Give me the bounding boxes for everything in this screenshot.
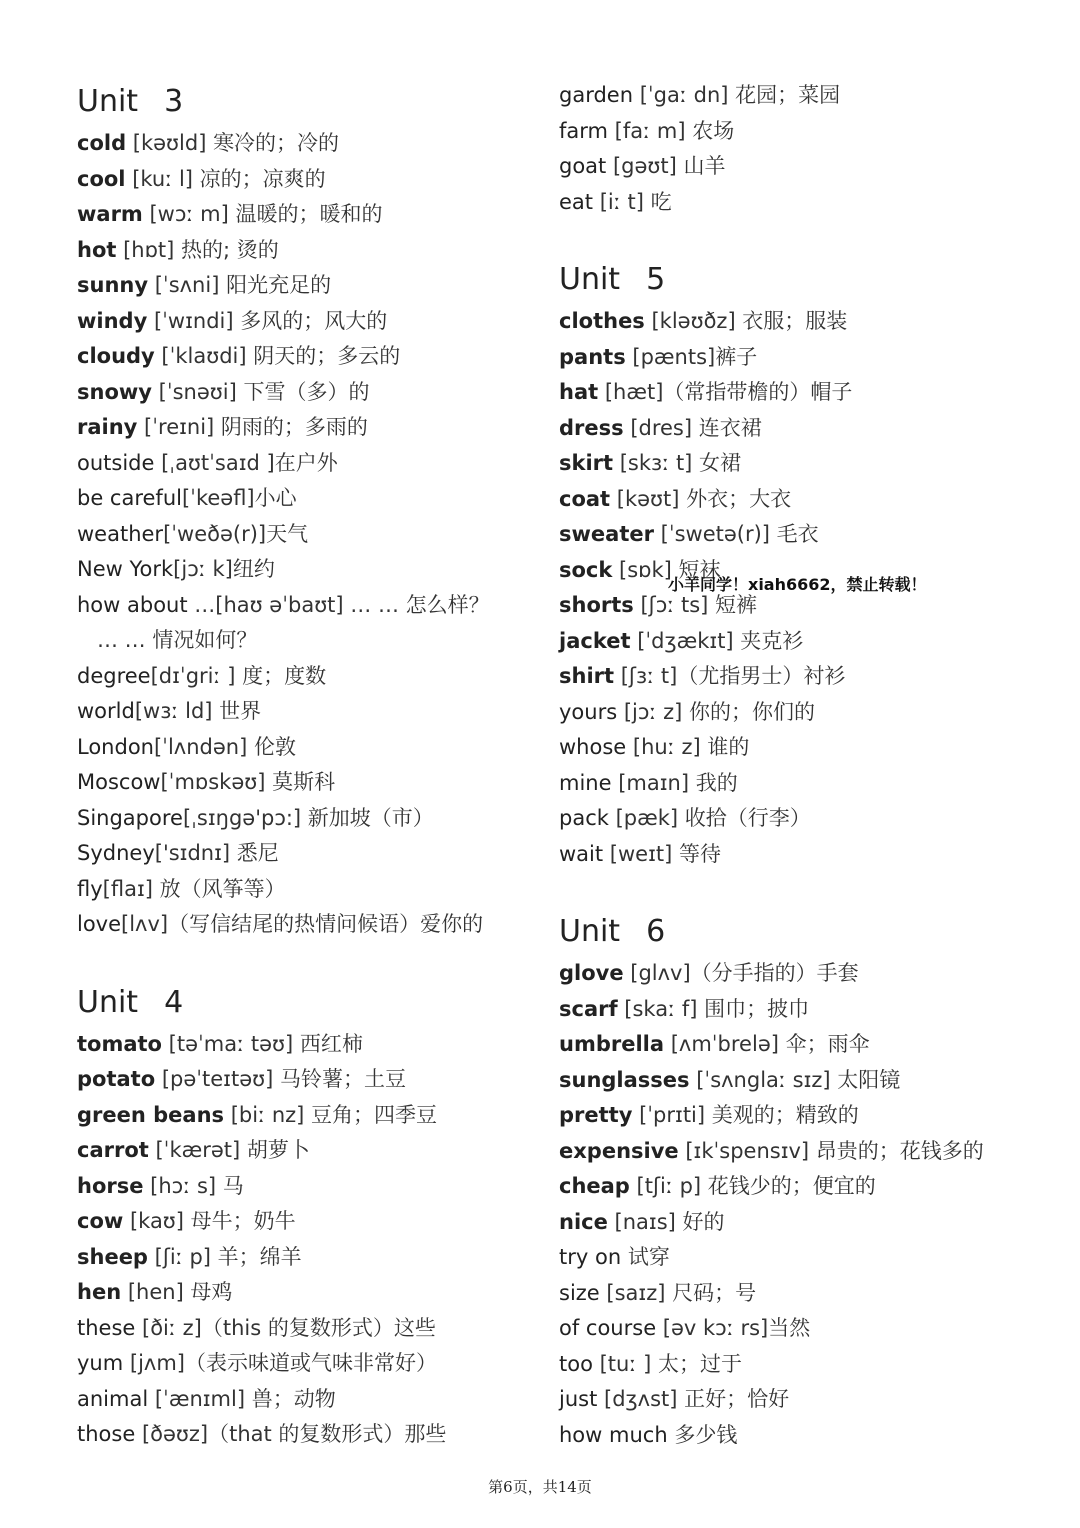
vocab-definition: [ˈswetə(r)] 毛衣: [653, 522, 819, 546]
vocab-definition: [ʃɜː t]（尤指男士）衬衫: [614, 664, 846, 688]
unit-section: [77, 78, 517, 943]
vocab-word: mine: [559, 770, 612, 795]
vocab-word: of course: [559, 1316, 657, 1340]
vocab-entry: [559, 1027, 999, 1063]
vocab-word: how about: [77, 592, 188, 617]
vocab-definition: [wɔː m] 温暖的；暖和的: [142, 202, 383, 226]
vocab-word: goat: [559, 154, 607, 178]
vocab-word: cow: [77, 1209, 124, 1233]
vocab-definition: [ˈwɪndi] 多风的；风大的: [147, 308, 388, 333]
vocab-definition: [huː z] 谁的: [626, 735, 750, 759]
vocab-word: try on: [559, 1245, 622, 1269]
watermark-text: 小羊同学！xiah6662，禁止转载！: [668, 575, 927, 594]
unit-number: 3: [164, 84, 184, 119]
unit-section: [559, 908, 999, 1453]
vocab-entry: [77, 1098, 517, 1134]
vocab-definition: [wɜː ld] 世界: [134, 699, 262, 723]
vocab-entry: [559, 114, 999, 150]
vocab-definition: [naɪs] 好的: [607, 1209, 725, 1234]
vocab-entry: [77, 1062, 517, 1098]
unit-label: Unit: [559, 914, 621, 949]
vocab-word: skirt: [559, 451, 614, 475]
vocab-definition: [ʌmˈbrelə] 伞；雨伞: [664, 1032, 870, 1056]
vocab-definition: [gəʊt] 山羊: [606, 154, 726, 178]
vocab-entry-continuation: [77, 623, 517, 659]
vocab-word: carrot: [77, 1138, 149, 1162]
vocab-word: shorts: [559, 593, 634, 617]
vocab-definition: [kuː l] 凉的；凉爽的: [125, 166, 326, 191]
vocab-entry: [77, 304, 517, 340]
vocab-definition: [ˌaʊtˈsaɪd ]在户外: [154, 450, 338, 475]
vocab-entry: [77, 836, 517, 872]
vocab-definition: [dʒʌst] 正好；恰好: [597, 1387, 790, 1411]
unit-heading: [559, 256, 999, 304]
vocab-definition: [ˈweðə(r)]天气: [163, 521, 309, 546]
vocab-entry: [77, 339, 517, 375]
vocab-definition: [ˈprɪti] 美观的；精致的: [632, 1103, 859, 1127]
vocab-entry: [77, 1133, 517, 1169]
vocab-entry: [559, 304, 999, 340]
vocab-word: pack: [559, 806, 609, 830]
vocab-definition: ['sɪdnɪ] 悉尼: [154, 841, 279, 865]
vocab-column-left: [77, 78, 517, 1453]
vocab-definition: [ʃɔː ts] 短裤: [633, 593, 758, 617]
vocab-entry: [77, 1382, 517, 1418]
vocab-definition: [hen] 母鸡: [121, 1280, 233, 1304]
vocab-definition: [ˈkærət] 胡萝卜: [148, 1138, 310, 1162]
vocab-word: eat: [559, 189, 594, 214]
vocab-entry: [559, 801, 999, 837]
vocab-entry: [559, 185, 999, 221]
vocab-word: cheap: [559, 1174, 630, 1198]
vocab-entry: [77, 730, 517, 766]
vocab-word: world: [77, 699, 135, 723]
vocab-word: cool: [77, 166, 126, 191]
vocab-entry: [559, 446, 999, 482]
vocab-definition: [biː nz] 豆角；四季豆: [224, 1102, 438, 1127]
vocab-word: yum: [77, 1351, 124, 1375]
unit-label: Unit: [77, 984, 139, 1020]
vocab-definition: [weɪt] 等待: [603, 841, 721, 866]
vocab-entry: [559, 730, 999, 766]
vocab-word: shirt: [559, 664, 615, 688]
vocab-word: degree: [77, 663, 151, 688]
vocab-entry: [559, 659, 999, 695]
vocab-definition: [pəˈteɪtəʊ] 马铃薯；土豆: [155, 1067, 406, 1091]
vocab-definition: [faː m] 农场: [607, 118, 735, 143]
vocab-entry: [559, 956, 999, 992]
vocab-definition: [flaɪ] 放（风筝等）: [102, 876, 286, 901]
unit-number: 6: [646, 914, 666, 949]
vocab-definition: [təˈmaː təʊ] 西红柿: [161, 1031, 363, 1056]
vocab-word: sunny: [77, 273, 149, 297]
vocab-entry: [77, 268, 517, 304]
unit-section: [559, 78, 999, 220]
vocab-word: London: [77, 734, 154, 759]
vocab-word: tomato: [77, 1031, 162, 1056]
vocab-definition: [hæt]（常指带檐的）帽子: [598, 380, 853, 404]
vocab-word: hen: [77, 1280, 122, 1304]
vocab-entry: [559, 1134, 999, 1170]
vocab-word: scarf: [559, 996, 618, 1021]
vocab-definition: [pæk] 收拾（行李）: [608, 806, 811, 830]
vocab-word: clothes: [559, 309, 645, 333]
vocab-word: farm: [559, 118, 608, 143]
vocab-word: pretty: [559, 1103, 633, 1127]
vocab-entry: [559, 1418, 999, 1454]
vocab-definition: [dres] 连衣裙: [623, 415, 762, 440]
vocab-definition: [jɔː k]纽约: [173, 557, 275, 581]
vocab-word: Sydney: [77, 841, 155, 865]
vocab-entry: [77, 410, 517, 446]
vocab-entry: [559, 992, 999, 1028]
vocab-word: sheep: [77, 1244, 148, 1269]
vocab-word: warm: [77, 202, 143, 226]
vocab-definition: [ˈmɒskəʊ] 莫斯科: [160, 770, 336, 794]
vocab-definition: [pænts]裤子: [625, 344, 758, 369]
vocab-word: wait: [559, 841, 604, 866]
vocab-entry: [77, 552, 517, 588]
vocab-entry: [559, 1240, 999, 1276]
vocab-word: coat: [559, 486, 611, 511]
vocab-word: these: [77, 1315, 136, 1340]
vocab-entry: [77, 872, 517, 908]
vocab-definition: [kləʊðz] 衣服；服装: [644, 309, 848, 333]
vocab-entry: [77, 1311, 517, 1347]
vocab-entry: [77, 481, 517, 517]
vocab-definition: [ˈreɪni] 阴雨的；多雨的: [137, 415, 368, 439]
vocab-word: pants: [559, 344, 626, 369]
vocab-entry: [77, 588, 517, 624]
vocab-word: windy: [77, 308, 148, 333]
vocab-word: whose: [559, 735, 627, 759]
vocab-word: horse: [77, 1173, 144, 1198]
vocab-definition: [tʃiː p] 花钱少的；便宜的: [629, 1174, 876, 1198]
vocab-word: glove: [559, 961, 624, 985]
vocab-definition: 试穿: [621, 1245, 670, 1269]
vocab-word: weather: [77, 521, 164, 546]
vocab-definition: [maɪn] 我的: [611, 770, 738, 795]
vocab-entry: [77, 375, 517, 411]
vocab-word: love: [77, 912, 122, 936]
unit-heading: [77, 78, 517, 126]
vocab-definition: …[haʊ əˈbaʊt] … … 怎么样？: [187, 592, 490, 617]
vocab-word: cold: [77, 131, 127, 155]
vocab-entry: [77, 1169, 517, 1205]
unit-spacer: [559, 220, 999, 256]
vocab-definition: [ðiː z]（this 的复数形式）这些: [135, 1315, 436, 1340]
vocab-word: dress: [559, 415, 624, 440]
vocab-definition: [lʌv]（写信结尾的热情问候语）爱你的: [121, 912, 484, 936]
unit-heading: [77, 979, 517, 1027]
vocab-word: nice: [559, 1209, 608, 1234]
page-footer: 第6页，共14页: [488, 1478, 592, 1496]
vocab-word: cloudy: [77, 344, 155, 368]
vocab-entry: [559, 1347, 999, 1383]
unit-section: [559, 256, 999, 872]
vocab-entry: [559, 766, 999, 802]
unit-spacer: [77, 943, 517, 979]
vocab-entry: [77, 126, 517, 162]
vocab-word: animal: [77, 1386, 149, 1411]
vocab-entry: [77, 446, 517, 482]
unit-heading: [559, 908, 999, 956]
vocab-word: too: [559, 1351, 593, 1376]
vocab-entry: [77, 1346, 517, 1382]
vocab-word: Singapore: [77, 805, 183, 830]
unit-label: Unit: [559, 262, 621, 297]
vocab-word: potato: [77, 1067, 156, 1091]
vocab-word: garden: [559, 83, 634, 107]
vocab-word: just: [559, 1387, 598, 1411]
unit-number: 5: [646, 262, 666, 297]
vocab-definition: [glʌv]（分手指的）手套: [623, 961, 859, 985]
vocab-entry: [559, 375, 999, 411]
vocab-entry: [77, 1275, 517, 1311]
vocab-entry: [77, 1204, 517, 1240]
vocab-definition: [ˈlʌndən] 伦敦: [153, 734, 296, 759]
vocab-definition: [kəʊld] 寒冷的；冷的: [126, 131, 340, 155]
vocab-definition: [hɔː s] 马: [143, 1173, 244, 1198]
vocab-word: yours: [559, 699, 618, 724]
vocab-word: Moscow: [77, 770, 161, 794]
vocab-definition: [ˈsnəʊi] 下雪（多）的: [151, 379, 370, 404]
vocab-word: be careful: [77, 486, 182, 510]
vocab-definition: [ˈsʌnglaː sɪz] 太阳镜: [689, 1067, 901, 1092]
vocab-definition: [saɪz] 尺码；号: [599, 1280, 757, 1305]
vocab-entry: [559, 1169, 999, 1205]
vocab-entry: [77, 1027, 517, 1063]
vocab-entry: [77, 162, 517, 198]
vocab-word: rainy: [77, 415, 138, 439]
vocab-definition: [ˈænɪml] 兽；动物: [148, 1386, 336, 1411]
vocab-entry: [77, 694, 517, 730]
vocab-entry: [559, 482, 999, 518]
vocab-word: hot: [77, 237, 117, 262]
vocab-definition: [kaʊ] 母牛；奶牛: [123, 1209, 296, 1233]
vocab-entry: [559, 624, 999, 660]
vocab-definition: [ˈkeəfl]小心: [181, 486, 297, 510]
vocab-word: sweater: [559, 522, 654, 546]
vocab-definition: [ˈgaː dn] 花园；菜园: [633, 83, 841, 107]
unit-spacer: [559, 872, 999, 908]
vocab-entry: [559, 411, 999, 447]
vocab-entry: [559, 1276, 999, 1312]
vocab-word: outside: [77, 450, 155, 475]
vocab-entry: [559, 340, 999, 376]
vocab-definition: [sɒk] 短袜: [612, 557, 721, 582]
vocab-definition: [ˈdʒækɪt] 夹克衫: [630, 628, 804, 653]
vocab-definition: [tuː ] 太；过于: [592, 1351, 742, 1376]
vocab-word: fly: [77, 876, 103, 901]
vocab-word: green beans: [77, 1102, 225, 1127]
vocab-entry: [559, 149, 999, 185]
vocab-definition: [kəʊt] 外衣；大衣: [610, 486, 792, 511]
vocab-definition: [jʌm]（表示味道或气味非常好）: [123, 1351, 437, 1375]
vocab-definition: [jɔː z] 你的；你们的: [617, 699, 816, 724]
vocab-word: umbrella: [559, 1032, 665, 1056]
vocab-entry: [77, 765, 517, 801]
vocab-definition: [ˌsɪŋgə'pɔ:] 新加坡（市）: [182, 805, 434, 830]
vocab-entry: [559, 837, 999, 873]
vocab-word: New York: [77, 557, 174, 581]
vocab-entry: [77, 659, 517, 695]
unit-number: 4: [164, 984, 184, 1020]
vocab-definition: [skaː f] 围巾；披巾: [617, 996, 810, 1021]
vocab-word: sunglasses: [559, 1067, 690, 1092]
vocab-definition: [ˈsʌni] 阳光充足的: [148, 273, 332, 297]
vocab-entry: [77, 1417, 517, 1453]
vocab-word: sock: [559, 557, 613, 582]
vocab-word: how much: [559, 1422, 668, 1447]
vocab-word: jacket: [559, 628, 631, 653]
vocab-entry: [77, 233, 517, 269]
vocab-entry: [559, 1098, 999, 1134]
vocab-entry: [77, 907, 517, 943]
vocab-definition: [ˈklaʊdi] 阴天的；多云的: [154, 344, 401, 368]
vocab-entry: [559, 1382, 999, 1418]
vocab-entry: [77, 517, 517, 553]
vocab-entry: [559, 1311, 999, 1347]
vocab-word: snowy: [77, 379, 152, 404]
vocab-word: those: [77, 1422, 136, 1446]
vocab-entry: [77, 1240, 517, 1276]
vocab-definition: [dɪˈgriː ] 度；度数: [150, 663, 327, 688]
vocab-entry: [77, 197, 517, 233]
vocab-definition: [ðəʊz]（that 的复数形式）那些: [135, 1422, 447, 1446]
vocab-definition: [hɒt] 热的; 烫的: [116, 237, 279, 262]
vocab-entry: [559, 1063, 999, 1099]
vocab-definition: [ɪkˈspensɪv] 昂贵的；花钱多的: [678, 1138, 984, 1163]
vocab-word: hat: [559, 380, 599, 404]
vocab-entry: [77, 801, 517, 837]
vocab-definition: 多少钱: [667, 1422, 738, 1447]
vocab-word: expensive: [559, 1138, 679, 1163]
vocab-definition: [iː t] 吃: [593, 189, 672, 214]
vocab-column-right: [559, 78, 999, 1453]
vocab-entry: [559, 78, 999, 114]
unit-section: [77, 979, 517, 1453]
vocab-entry: [559, 695, 999, 731]
vocab-entry: [559, 517, 999, 553]
vocab-entry: [559, 1205, 999, 1241]
unit-label: Unit: [77, 84, 139, 119]
vocab-definition: … … 情况如何？: [97, 628, 258, 652]
vocab-definition: [əv kɔː rs]当然: [656, 1316, 811, 1340]
vocab-word: size: [559, 1280, 600, 1305]
vocab-definition: [ʃiː p] 羊；绵羊: [147, 1244, 302, 1269]
vocab-definition: [skɜː t] 女裙: [613, 451, 742, 475]
